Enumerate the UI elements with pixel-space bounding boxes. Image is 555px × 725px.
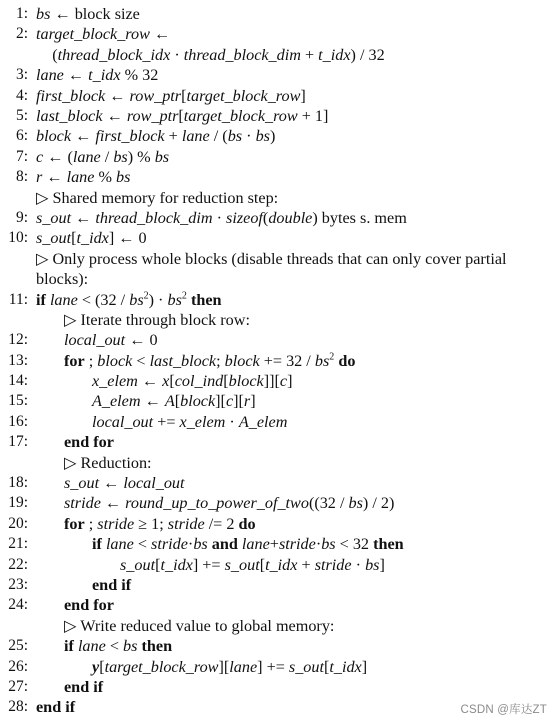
comment-line: [0, 188, 555, 208]
code-text: first_block ← row_ptr[target_block_row]: [36, 86, 306, 105]
code-text: end for: [64, 433, 114, 452]
code-text: if lane < $(32 / bs^2) \cdot bs^2$ then: [36, 290, 222, 309]
code-line: [0, 657, 555, 677]
code-text: end if: [36, 698, 76, 717]
line-number: 19:: [8, 494, 28, 512]
code-text: for ; block < last_block; block += $32 / bs^2$ do: [64, 351, 356, 370]
line-number: 26:: [8, 657, 28, 675]
comment-line: [0, 310, 555, 330]
line-number: 6:: [15, 127, 28, 145]
code-line: [0, 371, 555, 391]
code-line: [0, 65, 555, 85]
line-number: 25:: [8, 637, 28, 655]
code-line: [0, 677, 555, 697]
code-text: stride ← round_up_to_power_of_two((32 / bs) / 2): [64, 494, 395, 513]
line-number: 3:: [15, 66, 28, 84]
algorithm-listing: [0, 4, 555, 718]
code-line: [0, 555, 555, 575]
code-text: s_out ← thread_block_dim · sizeof(double) bytes s. mem: [36, 208, 407, 227]
code-text: s_out[t_idx] ← 0: [36, 229, 147, 248]
code-line: [0, 473, 555, 493]
code-text: last_block ← row_ptr[target_block_row + 1]: [36, 106, 329, 125]
code-line: [0, 351, 555, 371]
code-line: [0, 208, 555, 228]
code-line: [0, 534, 555, 554]
code-text: end if: [64, 677, 104, 696]
line-number: 22:: [8, 555, 28, 573]
comment-text: ▷ Shared memory for reduction step:: [36, 188, 279, 207]
code-text: r ← lane % bs: [36, 168, 131, 187]
line-number: 20:: [8, 514, 28, 532]
line-number: 15:: [8, 392, 28, 410]
code-line: [0, 4, 555, 24]
code-line: [0, 106, 555, 126]
code-line: [0, 147, 555, 167]
code-line: [0, 228, 555, 248]
line-number: 9:: [15, 208, 28, 226]
line-number: 8:: [15, 168, 28, 186]
code-text: block ← first_block + lane / (bs · bs): [36, 127, 276, 146]
code-line: [0, 330, 555, 350]
code-text: bs ← block size: [36, 5, 140, 23]
line-number: 16:: [8, 412, 28, 430]
code-line: [0, 636, 555, 656]
code-text: end if: [92, 575, 132, 594]
code-line: [0, 126, 555, 146]
comment-text: ▷ Only process whole blocks (disable threads that can only cover partial blocks):: [36, 249, 507, 289]
line-number: 23:: [8, 575, 28, 593]
line-number: 10:: [8, 229, 28, 247]
comment-text: ▷ Reduction:: [64, 453, 152, 472]
code-text: target_block_row ← (thread_block_idx · thread_block_dim + t_idx) / 32: [36, 25, 385, 64]
line-number: 28:: [8, 698, 28, 716]
code-line: [0, 595, 555, 615]
code-line: [0, 391, 555, 411]
line-number: 12:: [8, 331, 28, 349]
comment-text: ▷ Write reduced value to global memory:: [64, 616, 335, 635]
line-number: 18:: [8, 474, 28, 492]
code-text: y[target_block_row][lane] += s_out[t_idx]: [92, 657, 368, 676]
code-text: end for: [64, 596, 114, 615]
line-number: 13:: [8, 351, 28, 369]
comment-text: ▷ Iterate through block row:: [64, 310, 250, 329]
code-text: lane ← t_idx % 32: [36, 66, 159, 85]
code-text: s_out[t_idx] += s_out[t_idx + stride · bs]: [120, 555, 385, 574]
code-text: A_elem ← A[block][c][r]: [92, 392, 256, 411]
code-line: [0, 514, 555, 534]
code-text: local_out ← 0: [64, 331, 158, 350]
code-line: [0, 24, 555, 65]
line-number: 27:: [8, 677, 28, 695]
code-text: if lane < bs then: [64, 637, 173, 656]
code-line: [0, 86, 555, 106]
code-text: for ; stride ≥ 1; stride /= 2 do: [64, 514, 256, 533]
code-line: [0, 412, 555, 432]
line-number: 11:: [8, 290, 28, 308]
code-text: x_elem ← x[col_ind[block]][c]: [92, 372, 293, 391]
code-line: [0, 432, 555, 452]
code-text: c ← (lane / bs) % bs: [36, 147, 170, 166]
comment-line: [0, 453, 555, 473]
comment-line: [0, 249, 555, 290]
comment-line: [0, 616, 555, 636]
line-number: 24:: [8, 596, 28, 614]
code-line: [0, 575, 555, 595]
line-number: 5:: [15, 106, 28, 124]
code-text: local_out += x_elem · A_elem: [92, 412, 288, 431]
line-number: 17:: [8, 433, 28, 451]
code-line: [0, 167, 555, 187]
code-line: [0, 290, 555, 310]
line-number: 7:: [15, 147, 28, 165]
line-number: 21:: [8, 535, 28, 553]
watermark: CSDN @库达ZT: [460, 704, 547, 716]
line-number: 14:: [8, 372, 28, 390]
code-line: [0, 493, 555, 513]
line-number: 1:: [15, 5, 28, 22]
code-text: s_out ← local_out: [64, 474, 185, 493]
line-number: 4:: [15, 86, 28, 104]
code-text: if lane < stride·bs and lane+stride·bs < 32 then: [92, 535, 404, 554]
line-number: 2:: [15, 25, 28, 43]
